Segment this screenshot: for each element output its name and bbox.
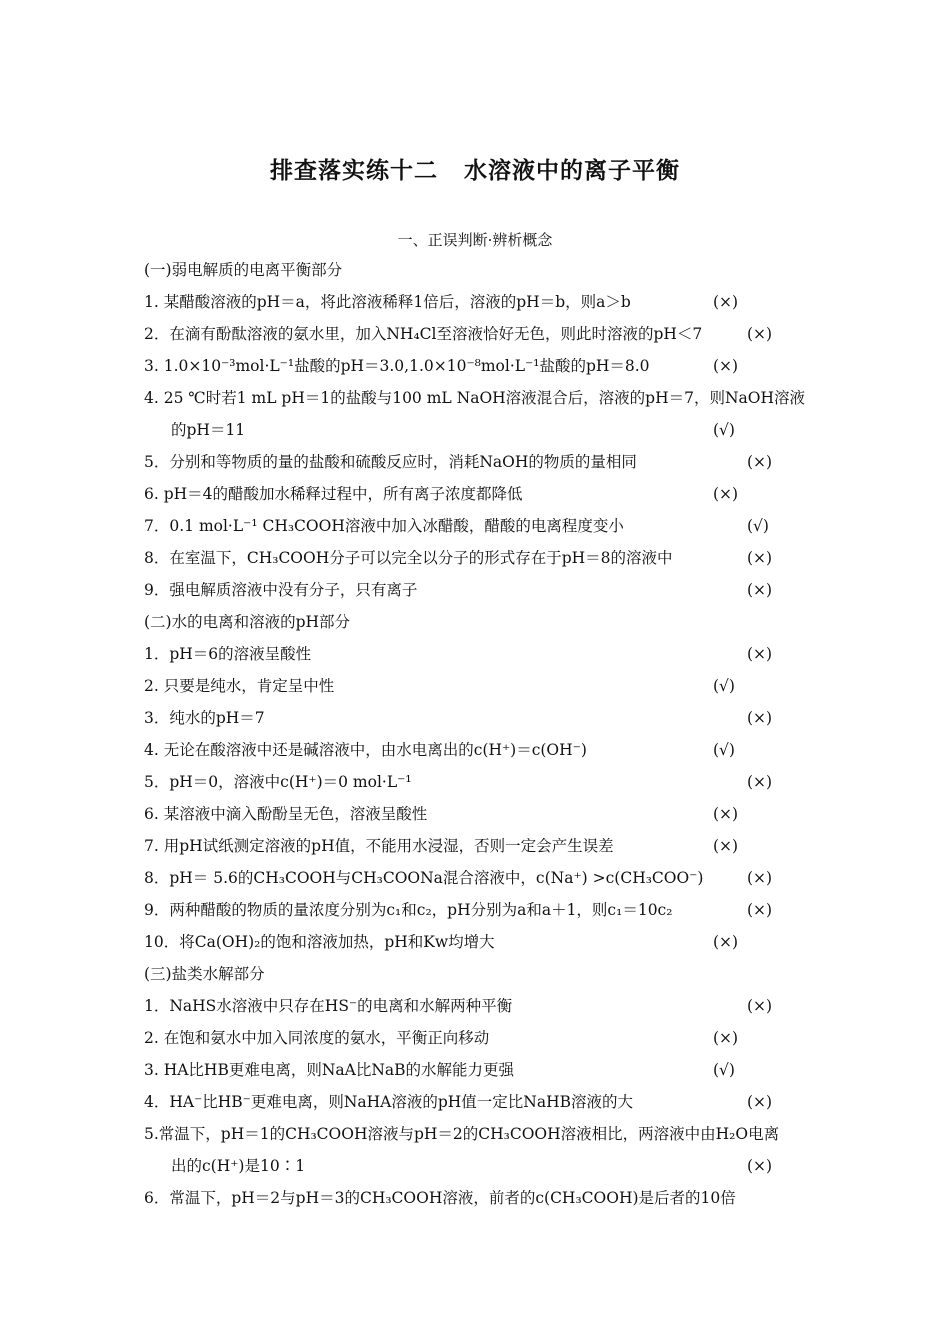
list-item: 1. 某醋酸溶液的pH＝a，将此溶液稀释1倍后，溶液的pH＝b，则a＞b (×) (144, 290, 814, 314)
list-item: 4. 25 ℃时若1 mL pH＝1的盐酸与100 mL NaOH溶液混合后，溶液的pH＝7，则NaOH溶液 (144, 389, 805, 407)
answer-mark: (×) (713, 293, 739, 311)
section-subtitle: 一、正误判断·辨析概念 (397, 231, 553, 249)
answer-mark: (×) (747, 773, 773, 791)
list-item: 7. 用pH试纸测定溶液的pH值，不能用水浸湿，否则一定会产生误差 (×) (144, 834, 814, 858)
section-heading: (二)水的电离和溶液的pH部分 (144, 613, 351, 631)
page-title (0, 152, 950, 185)
list-item: 5.常温下，pH＝1的CH₃COOH溶液与pH＝2的CH₃COOH溶液相比，两溶液中由H₂O电离 (144, 1125, 780, 1143)
answer-mark: (×) (747, 549, 773, 567)
answer-mark: (×) (713, 1029, 739, 1047)
answer-mark: (×) (747, 453, 773, 471)
list-item: 5．分别和等物质的量的盐酸和硫酸反应时，消耗NaOH的物质的量相同 (×) (144, 450, 814, 474)
answer-mark: (×) (747, 581, 773, 599)
list-item: 3. 1.0×10⁻³mol·L⁻¹盐酸的pH＝3.0,1.0×10⁻⁸mol·L⁻¹盐酸的pH＝8.0 (×) (144, 354, 814, 378)
list-item: 1．NaHS水溶液中只存在HS⁻的电离和水解两种平衡 (×) (144, 994, 814, 1018)
list-item: 6. pH＝4的醋酸加水稀释过程中，所有离子浓度都降低 (×) (144, 482, 814, 506)
answer-mark: (√) (713, 421, 735, 439)
title-left: 排查落实练十二 (270, 158, 438, 184)
answer-mark: (×) (713, 357, 739, 375)
list-item: 3. HA比HB更难电离，则NaA比NaB的水解能力更强 (√) (144, 1058, 814, 1082)
list-item: 7．0.1 mol·L⁻¹ CH₃COOH溶液中加入冰醋酸，醋酸的电离程度变小 (√) (144, 514, 814, 538)
list-item: 1．pH＝6的溶液呈酸性 (×) (144, 642, 814, 666)
list-item: 6. 某溶液中滴入酚酚呈无色，溶液呈酸性 (×) (144, 802, 814, 826)
answer-mark: (×) (713, 805, 739, 823)
answer-mark: (√) (713, 677, 735, 695)
answer-mark: (×) (747, 645, 773, 663)
list-item: 2．在滴有酚酞溶液的氨水里，加入NH₄Cl至溶液恰好无色，则此时溶液的pH＜7 (×) (144, 322, 814, 346)
list-item: 8．pH＝ 5.6的CH₃COOH与CH₃COONa混合溶液中，c(Na⁺) >c(CH₃COO⁻) (×) (144, 866, 814, 890)
answer-mark: (√) (713, 741, 735, 759)
list-item: 5．pH＝0，溶液中c(H⁺)＝0 mol·L⁻¹ (×) (144, 770, 814, 794)
list-item: 4．HA⁻比HB⁻更难电离，则NaHA溶液的pH值一定比NaHB溶液的大 (×) (144, 1090, 814, 1114)
answer-mark: (×) (747, 901, 773, 919)
answer-mark: (×) (747, 325, 773, 343)
answer-mark: (×) (713, 837, 739, 855)
answer-mark: (√) (747, 517, 769, 535)
answer-mark: (×) (747, 869, 773, 887)
list-item-continuation: 的pH＝11 (√) (144, 418, 814, 442)
list-item: 2. 在饱和氨水中加入同浓度的氨水，平衡正向移动 (×) (144, 1026, 814, 1050)
list-item-continuation: 出的c(H⁺)是10∶1 (×) (144, 1154, 814, 1178)
answer-mark: (√) (713, 1061, 735, 1079)
list-item: 9．两种醋酸的物质的量浓度分别为c₁和c₂，pH分别为a和a＋1，则c₁＝10c₂ (×) (144, 898, 814, 922)
section-heading: (一)弱电解质的电离平衡部分 (144, 261, 343, 279)
title-right: 水溶液中的离子平衡 (464, 158, 680, 184)
list-item: 4. 无论在酸溶液中还是碱溶液中，由水电离出的c(H⁺)＝c(OH⁻) (√) (144, 738, 814, 762)
answer-mark: (×) (747, 997, 773, 1015)
answer-mark: (×) (713, 933, 739, 951)
list-item: 8．在室温下，CH₃COOH分子可以完全以分子的形式存在于pH＝8的溶液中 (×) (144, 546, 814, 570)
answer-mark: (×) (747, 709, 773, 727)
answer-mark: (×) (747, 1157, 773, 1175)
list-item: 6．常温下，pH＝2与pH＝3的CH₃COOH溶液，前者的c(CH₃COOH)是后者的10倍 (144, 1189, 736, 1207)
answer-mark: (×) (713, 485, 739, 503)
answer-mark: (×) (747, 1093, 773, 1111)
list-item: 2. 只要是纯水，肯定呈中性 (√) (144, 674, 814, 698)
section-heading: (三)盐类水解部分 (144, 965, 265, 983)
list-item: 9．强电解质溶液中没有分子，只有离子 (×) (144, 578, 814, 602)
list-item: 10．将Ca(OH)₂的饱和溶液加热，pH和Kw均增大 (×) (144, 930, 814, 954)
list-item: 3．纯水的pH＝7 (×) (144, 706, 814, 730)
